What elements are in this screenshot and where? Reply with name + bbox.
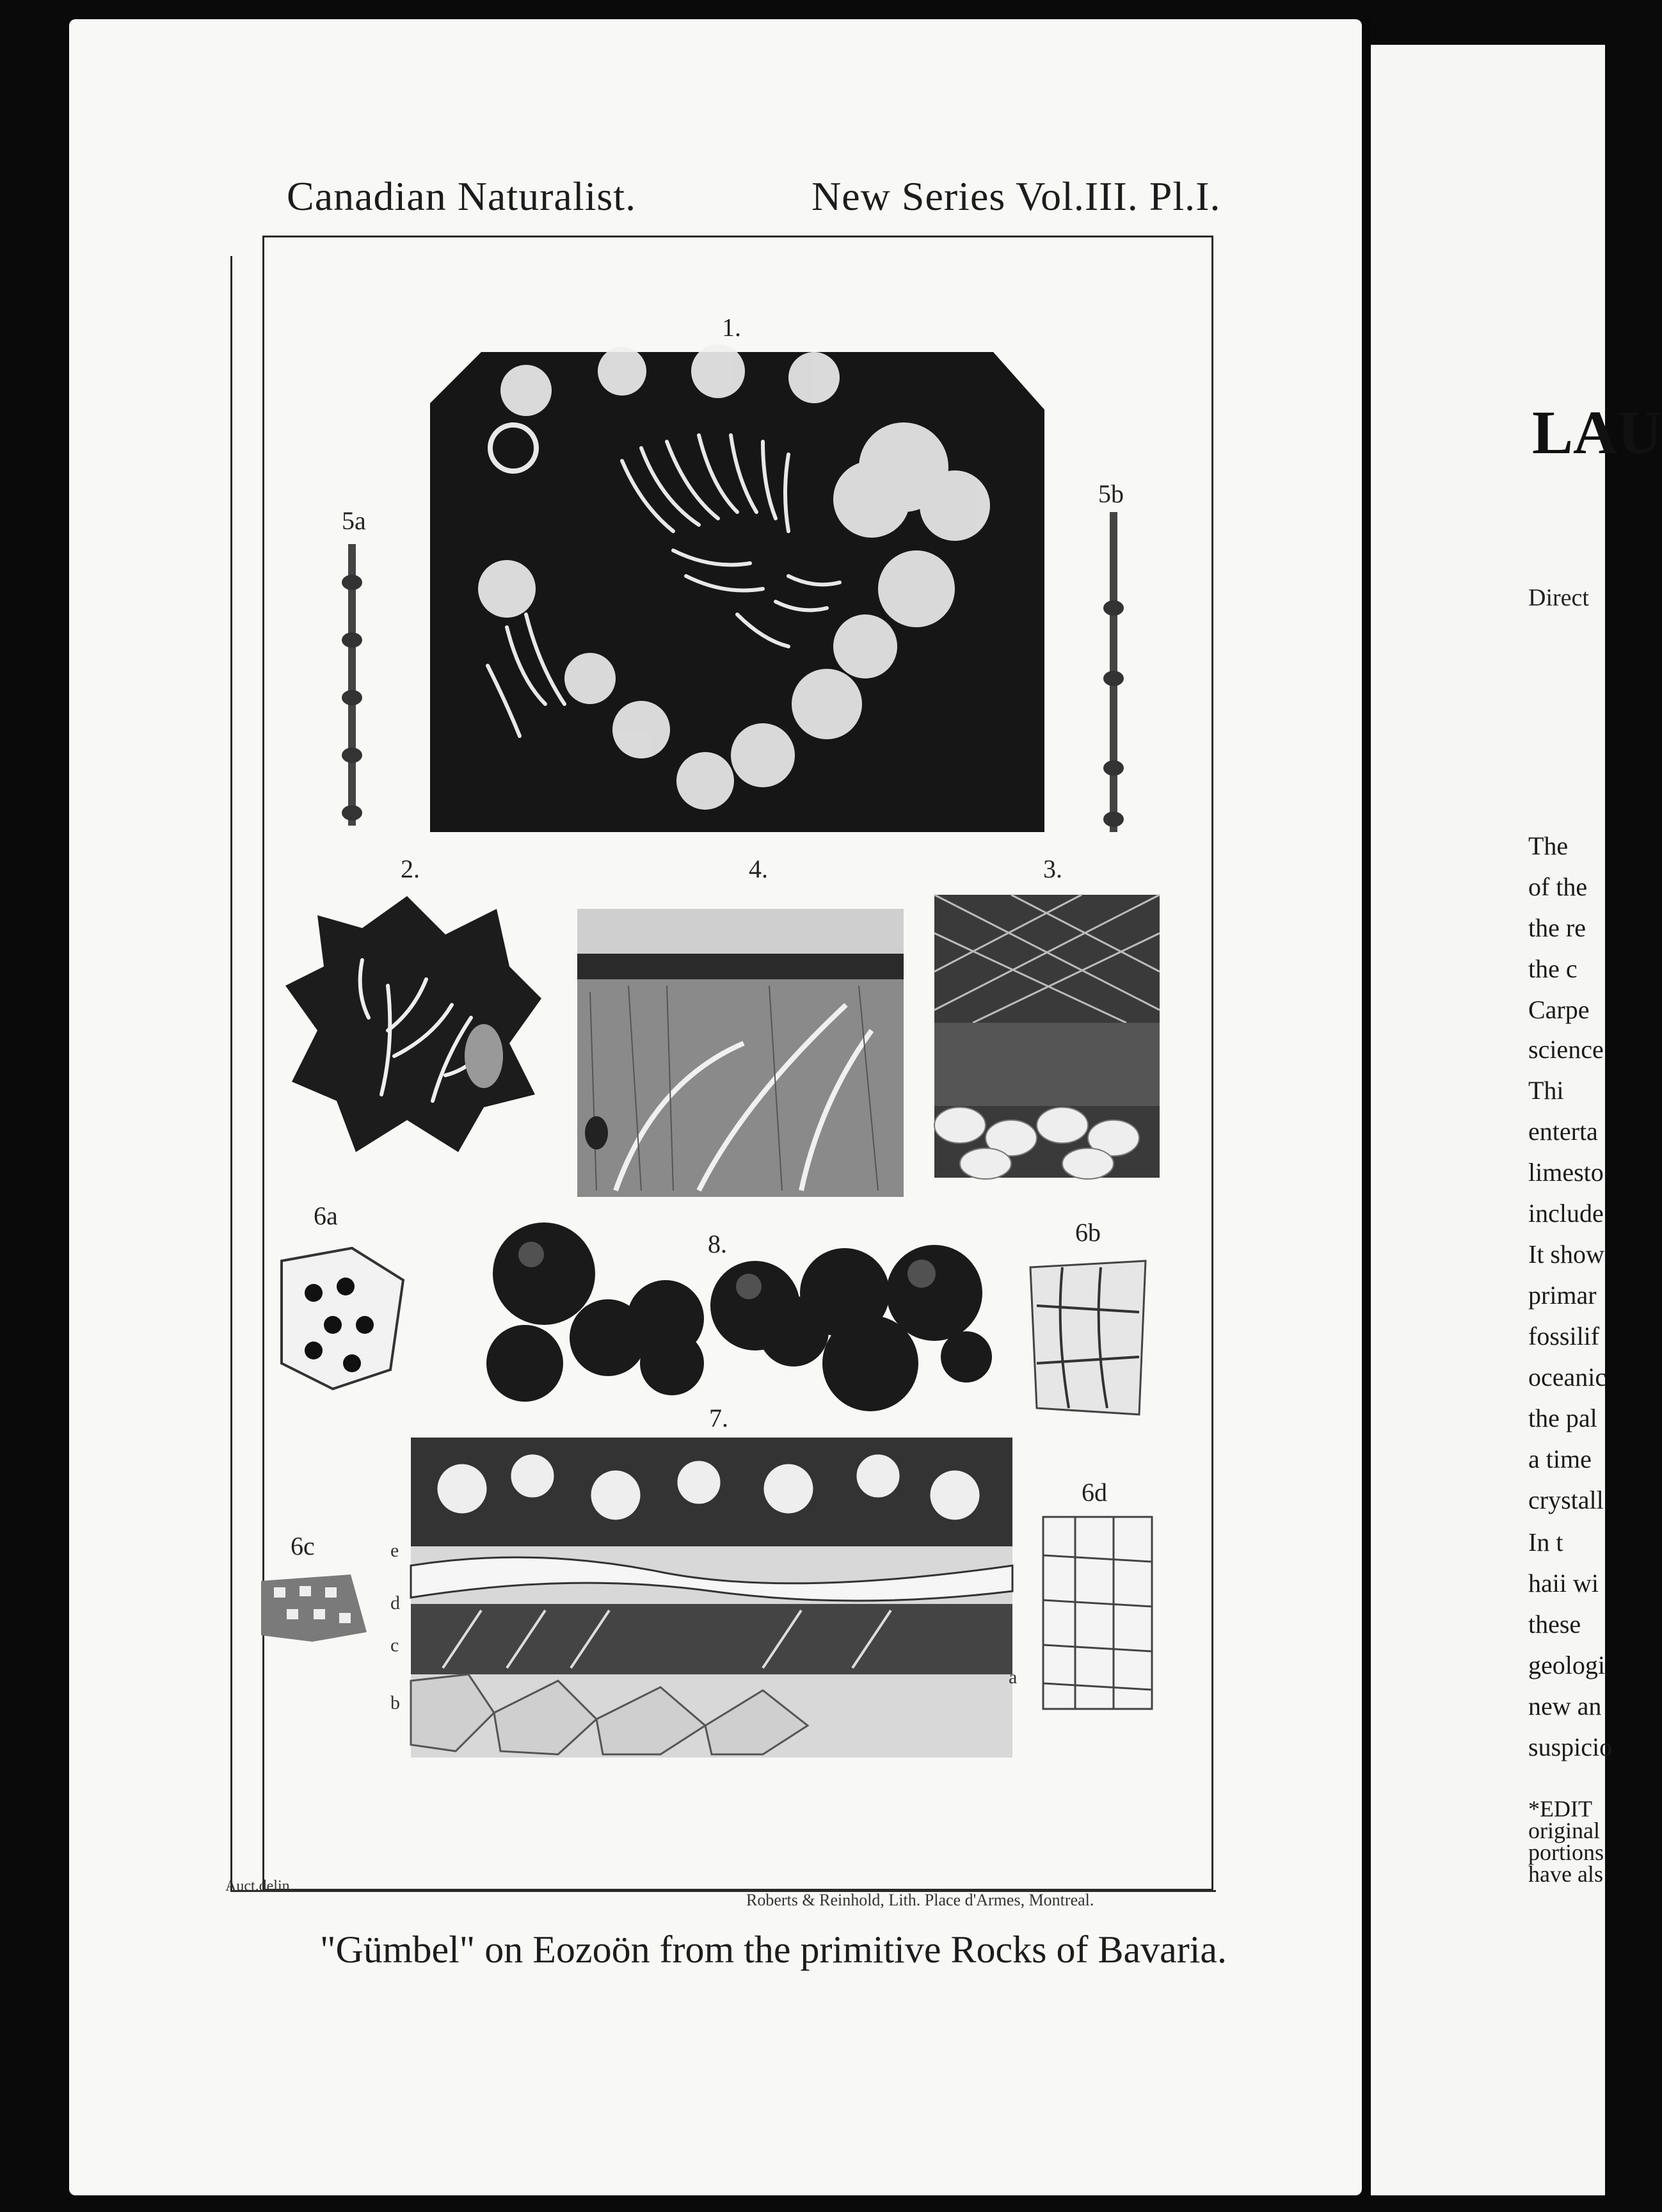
- right-page-line: enterta: [1528, 1117, 1598, 1146]
- figure-7-letter-b: b: [390, 1692, 400, 1713]
- right-page-subtitle: Direct: [1528, 584, 1589, 611]
- right-page-footnote-line: have als: [1528, 1861, 1603, 1887]
- right-page-line: these: [1528, 1610, 1581, 1639]
- figure-6c-label: 6c: [291, 1532, 315, 1560]
- figure-8-label: 8.: [708, 1230, 727, 1258]
- right-page-line: the c: [1528, 954, 1578, 983]
- figure-3-illustration: [934, 895, 1160, 1178]
- figure-3-label: 3.: [1043, 854, 1062, 883]
- artist-credit: Auct.delin.: [225, 1878, 294, 1895]
- right-page-line: It show: [1528, 1240, 1604, 1269]
- right-page-line: crystall: [1528, 1486, 1604, 1514]
- right-page-line: Carpe: [1528, 995, 1590, 1024]
- figure-5a-illustration: [333, 544, 371, 826]
- figure-7-label: 7.: [709, 1404, 728, 1432]
- right-page-line: fossilif: [1528, 1322, 1600, 1350]
- figure-6c-illustration: [255, 1568, 370, 1645]
- figure-4-label: 4.: [749, 854, 768, 883]
- figure-5b-label: 5b: [1098, 479, 1124, 508]
- figure-4-illustration: [577, 890, 904, 1197]
- figure-5a-label: 5a: [342, 506, 366, 535]
- figure-2-illustration: [279, 890, 548, 1165]
- right-page-line: haii wi: [1528, 1569, 1599, 1598]
- figure-6a-illustration: [269, 1242, 407, 1395]
- journal-title: Canadian Naturalist.: [287, 173, 637, 219]
- figure-7-illustration: [404, 1438, 1012, 1758]
- figure-6d-illustration: [1037, 1517, 1158, 1709]
- lithographer-credit: Roberts & Reinhold, Lith. Place d'Armes, Montreal.: [746, 1891, 1094, 1909]
- right-page-title: LAU: [1532, 398, 1662, 467]
- right-page-footnote-line: *EDIT: [1528, 1796, 1592, 1822]
- right-page-footnote-line: portions: [1528, 1839, 1604, 1865]
- right-page-line: science: [1528, 1035, 1604, 1064]
- right-page-line: suspicio: [1528, 1733, 1613, 1761]
- figure-7-letter-d: d: [390, 1592, 400, 1614]
- right-page-line: primar: [1528, 1281, 1597, 1310]
- right-page-line: limesto: [1528, 1158, 1604, 1187]
- page-gutter: [1362, 19, 1371, 2195]
- figure-6b-label: 6b: [1075, 1218, 1101, 1247]
- right-page-line: include: [1528, 1199, 1604, 1228]
- figure-1-label: 1.: [722, 313, 741, 342]
- figure-6a-label: 6a: [314, 1201, 338, 1230]
- figure-8-illustration: [474, 1216, 1011, 1408]
- right-page-line: In t: [1528, 1528, 1563, 1557]
- figure-5b-illustration: [1094, 512, 1133, 832]
- figure-6b-illustration: [1024, 1254, 1152, 1421]
- right-page-footnote-line: original: [1528, 1818, 1600, 1843]
- right-page-line: a time: [1528, 1445, 1592, 1473]
- right-page-line: new an: [1528, 1692, 1602, 1720]
- right-page-line: The: [1528, 831, 1569, 860]
- right-page-line: Thi: [1528, 1076, 1564, 1105]
- figure-7-letter-a: a: [1009, 1667, 1018, 1688]
- figure-7-letter-e: e: [390, 1540, 399, 1561]
- right-page-line: of the: [1528, 872, 1588, 901]
- figure-7-letter-c: c: [390, 1635, 399, 1656]
- right-page-line: the pal: [1528, 1404, 1597, 1432]
- series-label: New Series Vol.III. Pl.I.: [811, 173, 1221, 219]
- right-page-line: oceanic: [1528, 1363, 1607, 1391]
- figure-2-label: 2.: [401, 854, 420, 883]
- figure-1-illustration: [430, 346, 1044, 832]
- plate-caption: "Gümbel" on Eozoön from the primitive Rocks of Bavaria.: [320, 1928, 1227, 1971]
- figure-6d-label: 6d: [1082, 1478, 1107, 1507]
- right-page-line: the re: [1528, 913, 1586, 942]
- right-page-line: geologi: [1528, 1651, 1605, 1679]
